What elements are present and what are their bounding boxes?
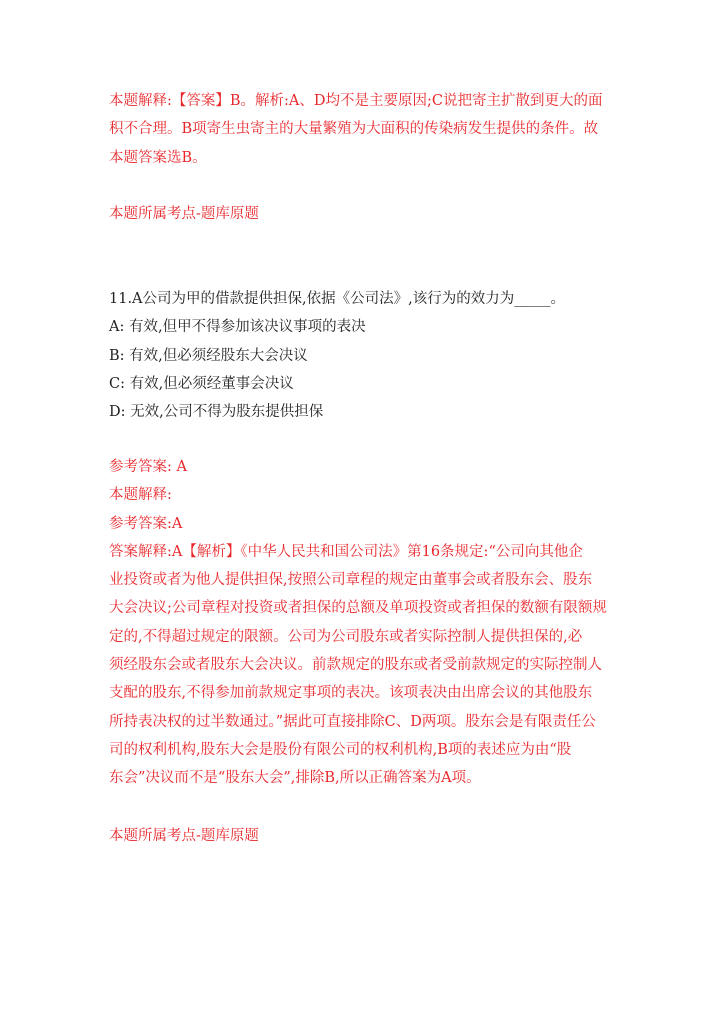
- answer-explanation-line: 所持表决权的过半数通过。”据此可直接排除C、D两项。股东会是有限责任公: [109, 713, 596, 730]
- question-stem: 11.A公司为甲的借款提供担保,依据《公司法》,该行为的效力为_____。: [109, 291, 565, 307]
- answer-explanation-line: 支配的股东,不得参加前款规定事项的表决。该项表决由出席会议的其他股东: [109, 685, 593, 702]
- answer-explanation-line: 东会”决议而不是“股东大会”,排除B,所以正确答案为A项。: [109, 770, 481, 787]
- question-11: [109, 285, 609, 426]
- answer-explanation-line: 大会决议;公司章程对投资或者担保的总额及单项投资或者担保的数额有限额规: [109, 600, 607, 617]
- answer-explanation-line: 定的,不得超过规定的限额。公司为公司股东或者实际控制人提供担保的,必: [109, 628, 583, 645]
- answer-explanation-line: 答案解释:A【解析】《中华人民共和国公司法》第16条规定:“公司向其他企: [109, 543, 583, 560]
- option-d: D: 无效,公司不得为股东提供担保: [109, 404, 324, 421]
- explanation-line: 积不合理。B项寄生虫寄主的大量繁殖为大面积的传染病发生提供的条件。故: [109, 121, 599, 138]
- option-a: A: 有效,但甲不得参加该决议事项的表决: [109, 319, 366, 336]
- answer-section: [109, 453, 609, 793]
- explanation-line: 本题答案选B。: [109, 149, 207, 166]
- answer-explanation-line: 须经股东会或者股东大会决议。前款规定的股东或者受前款规定的实际控制人: [109, 657, 602, 674]
- answer-explanation-line: 司的权利机构,股东大会是股份有限公司的权利机构,B项的表述应为由“股: [109, 741, 572, 758]
- option-c: C: 有效,但必须经董事会决议: [109, 375, 294, 392]
- option-b: B: 有效,但必须经股东大会决议: [109, 347, 308, 364]
- explanation-label: 本题解释:: [109, 487, 172, 504]
- reference-answer-2: 参考答案:A: [109, 515, 183, 532]
- prev-category: 本题所属考点-题库原题: [109, 206, 259, 222]
- reference-answer: 参考答案: A: [109, 459, 187, 475]
- answer-explanation-line: 业投资或者为他人提供担保,按照公司章程的规定由董事会或者股东会、股东: [109, 572, 593, 589]
- question-11-category: 本题所属考点-题库原题: [109, 828, 259, 844]
- prev-explanation: [109, 87, 609, 172]
- explanation-line: 本题解释:【答案】B。解析:A、D均不是主要原因;C说把寄主扩散到更大的面: [109, 93, 603, 109]
